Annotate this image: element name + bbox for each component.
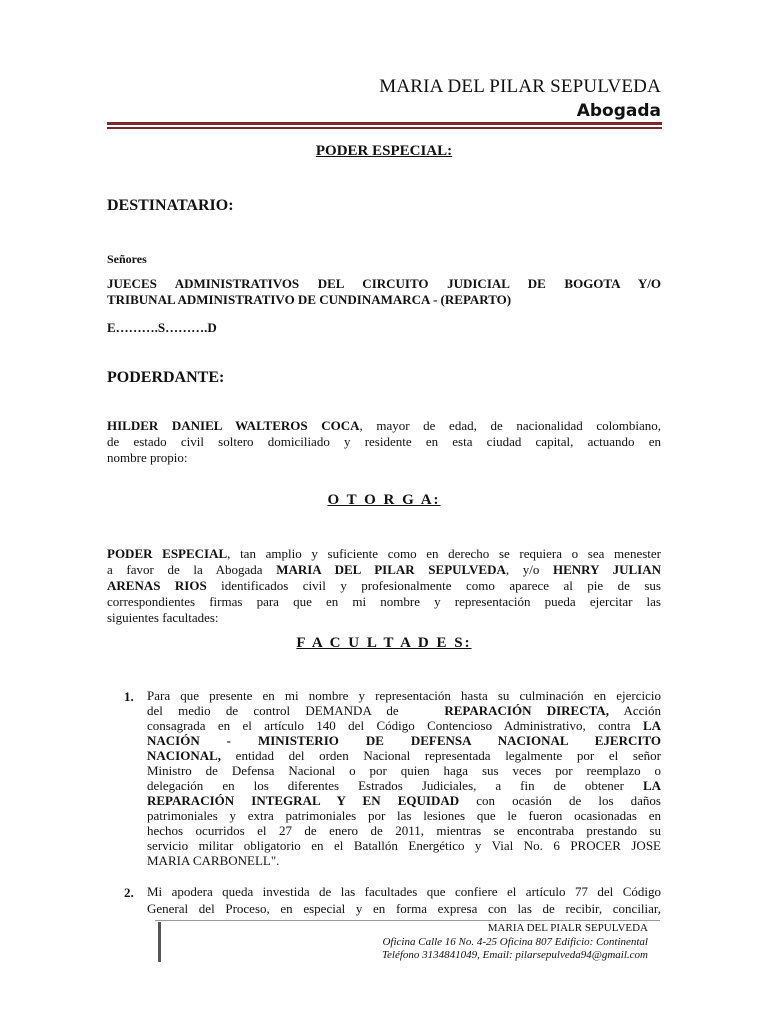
destinatario-heading: DESTINATARIO: (107, 197, 234, 214)
item1-line-11: servicio militar obligatorio en el Batallón Energético y Vial No. 6 PROCER JOSE (147, 838, 661, 853)
otorga-heading: O T O R G A: (327, 492, 441, 508)
lawyer-title-header: Abogada (576, 101, 661, 121)
poderdante-line-2: de estado civil soltero domiciliado y residente en esta ciudad capital, actuando en (107, 434, 661, 449)
item1-line-10: hechos ocurridos el 27 de enero de 2011, mientras se encontraba prestando su (147, 823, 661, 838)
document-title: PODER ESPECIAL: (315, 143, 453, 159)
item2-line-1: Mi apodera queda investida de las facultades que confiere el artículo 77 del Código (147, 884, 661, 899)
item1-line-5: NACIONAL, entidad del orden Nacional representada legalmente por el señor (147, 748, 661, 763)
list-number-2: 2. (124, 885, 134, 900)
footer-address: Oficina Calle 16 No. 4-25 Oficina 807 Edificio: Continental (382, 936, 648, 948)
footer-vertical-rule (158, 922, 161, 962)
destinatario-line-1: JUECES ADMINISTRATIVOS DEL CIRCUITO JUDICIAL DE BOGOTA Y/O (107, 276, 661, 291)
list-number-1: 1. (124, 689, 134, 704)
poder-line-2: a favor de la Abogada MARIA DEL PILAR SEPULVEDA, y/o HENRY JULIAN (107, 562, 661, 577)
item1-line-1: Para que presente en mi nombre y representación hasta su culminación en ejercicio (147, 688, 661, 703)
header-rule-top (107, 122, 662, 125)
item1-line-8: REPARACIÓN INTEGRAL Y EN EQUIDAD con ocasión de los daños (147, 793, 661, 808)
footer-name: MARIA DEL PIALR SEPULVEDA (487, 922, 648, 934)
facultades-heading: F A C U L T A D E S: (296, 635, 472, 651)
poderdante-line-3: nombre propio: (107, 450, 188, 465)
poder-line-3: ARENAS RIOS identificados civil y profesionalmente como aparece al pie de sus (107, 578, 661, 593)
footer-contact: Teléfono 3134841049, Email: pilarsepulveda94@gmail.com (381, 949, 648, 961)
poder-line-1: PODER ESPECIAL, tan amplio y suficiente como en derecho se requiera o sea menester (107, 546, 661, 561)
footer-divider (155, 920, 660, 921)
item1-line-4: NACIÓN - MINISTERIO DE DEFENSA NACIONAL EJERCITO (147, 733, 661, 748)
item1-line-7: delegación en los diferentes Estrados Judiciales, a fin de obtener LA (147, 778, 661, 793)
poder-line-4: correspondientes firmas para que en mi nombre y representación pueda ejercitar las (107, 594, 661, 609)
poder-line-5: siguientes facultades: (107, 610, 219, 625)
item1-line-12: MARIA CARBONELL". (147, 853, 280, 868)
destinatario-line-2: TRIBUNAL ADMINISTRATIVO DE CUNDINAMARCA - (REPARTO) (107, 292, 512, 307)
item1-line-3: consagrada en el artículo 140 del Código Contencioso Administrativo, contra LA (147, 718, 661, 733)
item1-line-9: patrimoniales y extra patrimoniales por las lesiones que le fueron ocasionadas en (147, 808, 661, 823)
item1-line-2: del medio de control DEMANDA de REPARACIÓN DIRECTA, Acción (147, 703, 662, 718)
poderdante-line-1: HILDER DANIEL WALTEROS COCA, mayor de edad, de nacionalidad colombiano, (107, 418, 661, 433)
item1-line-6: Ministro de Defensa Nacional o por quien haga sus veces por reemplazo o (147, 763, 661, 778)
item2-line-2: General del Proceso, en especial y en forma expresa con las de recibir, conciliar, (147, 901, 661, 916)
esd-line: E……….S……….D (107, 320, 217, 335)
poderdante-heading: PODERDANTE: (107, 369, 225, 386)
lawyer-name-header: MARIA DEL PILAR SEPULVEDA (379, 76, 661, 97)
header-rule-bottom (107, 127, 662, 129)
senores-label: Señores (107, 252, 147, 266)
